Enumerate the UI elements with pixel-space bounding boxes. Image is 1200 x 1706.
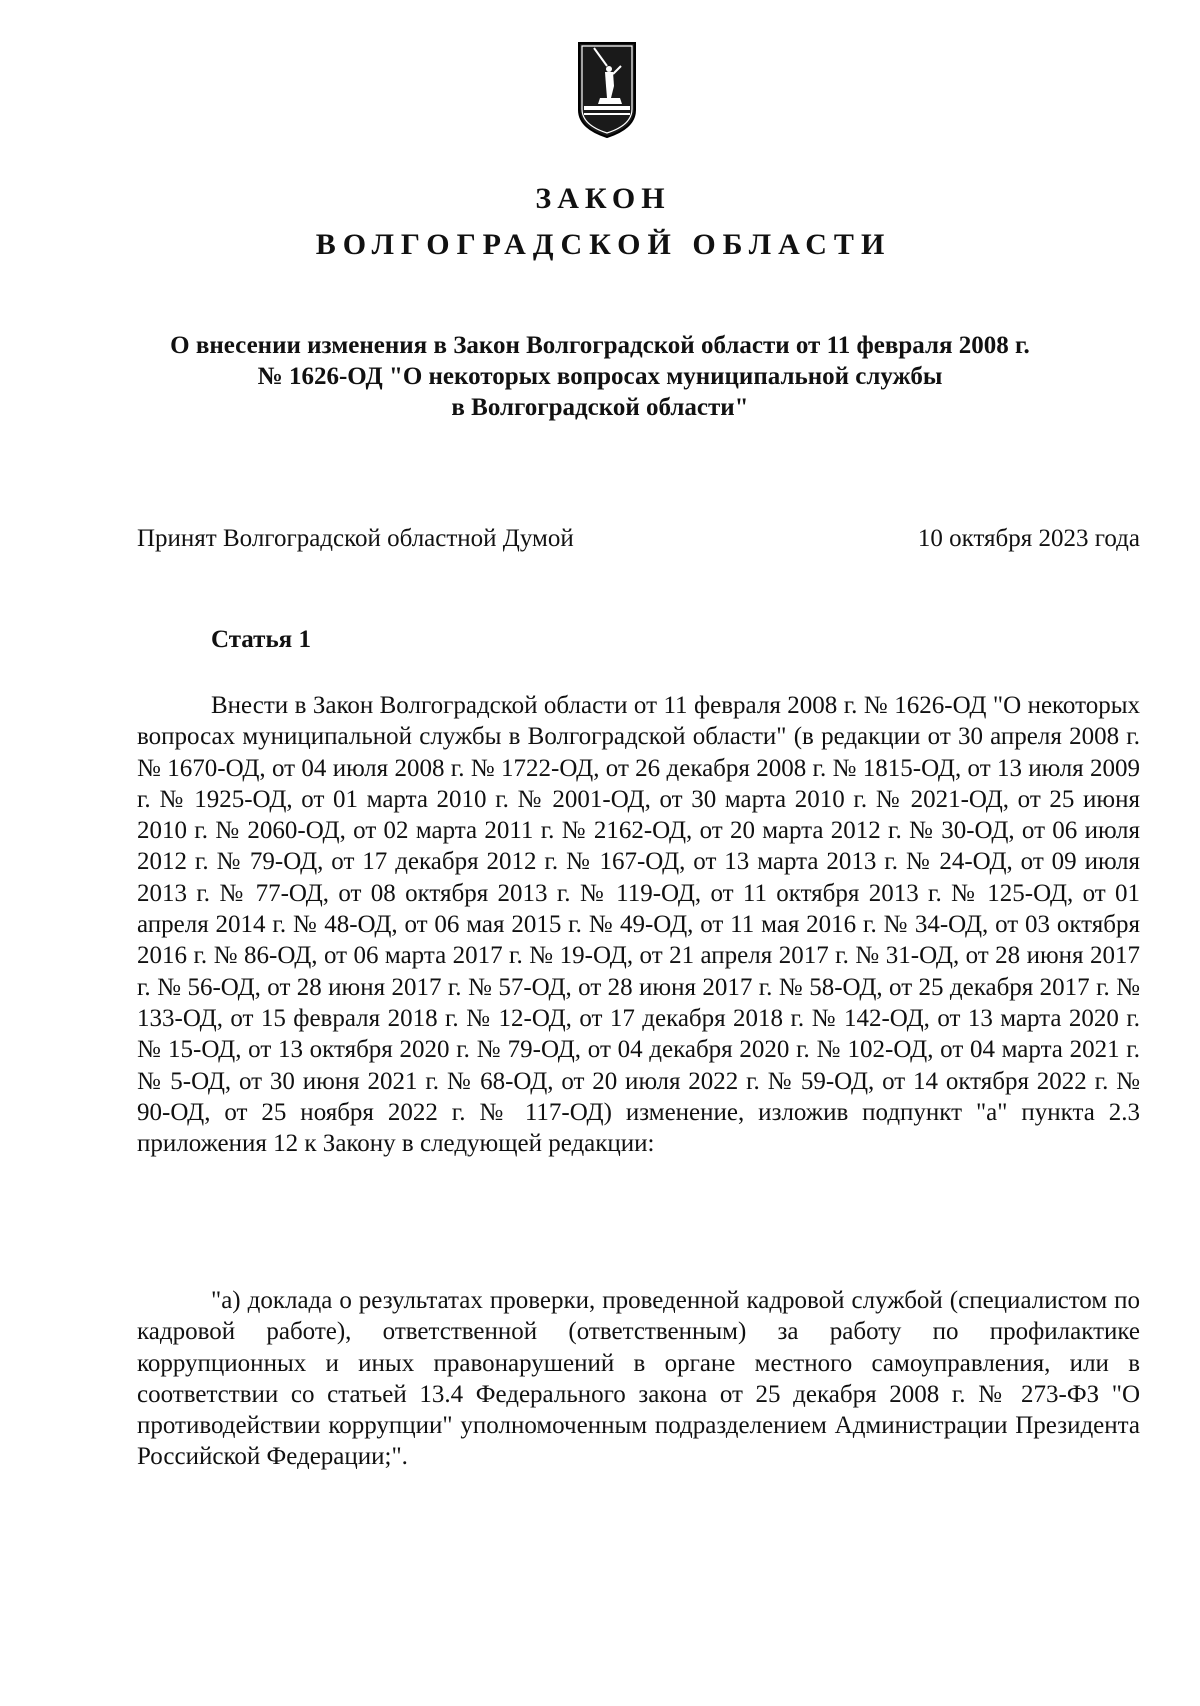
article-paragraph-2: "а) доклада о результатах проверки, проведенной кадровой службой (специалистом по кадровой работе), ответственной (ответственным) за работу по профилактике коррупционных и иных правонарушений в органе местного самоуправления, или в соответствии со статьей 13.4 Федерального закона от 25 декабря 2008 г. № 273-ФЗ "О противодействии коррупции" уполномоченным подразделением Администрации Президента Российской Федерации;". <box>137 1287 1140 1471</box>
article-paragraph-1: Внести в Закон Волгоградской области от 11 февраля 2008 г. № 1626-ОД "О некоторых вопросах муниципальной службы в Волгоградской области" (в редакции от 30 апреля 2008 г. № 1670-ОД, от 04 июля 2008 г. № 1722-ОД, от 26 декабря 2008 г. № 1815-ОД, от 13 июля 2009 г. № 1925-ОД, от 01 марта 2010 г. № 2001-ОД, от 30 марта 2010 г. № 2021-ОД, от 25 июня 2010 г. № 2060-ОД, от 02 марта 2011 г. № 2162-ОД, от 20 марта 2012 г. № 30-ОД, от 06 июля 2012 г. № 79-ОД, от 17 декабря 2012 г. № 167-ОД, от 13 марта 2013 г. № 24-ОД, от 09 июля 2013 г. № 77-ОД, от 08 октября 2013 г. № 119-ОД, от 11 октября 2013 г. № 125-ОД, от 01 апреля 2014 г. № 48-ОД, от 06 мая 2015 г. № 49-ОД, от 11 мая 2016 г. № 34-ОД, от 03 октября 2016 г. № 86-ОД, от 06 марта 2017 г. № 19-ОД, от 21 апреля 2017 г. № 31-ОД, от 28 июня 2017 г. № 56-ОД, от 28 июня 2017 г. № 57-ОД, от 28 июня 2017 г. № 58-ОД, от 25 декабря 2017 г. № 133-ОД, от 15 февраля 2018 г. № 12-ОД, от 17 декабря 2018 г. № 142-ОД, от 13 марта 2020 г. № 15-ОД, от 13 октября 2020 г. № 79-ОД, от 04 декабря 2020 г. № 102-ОД, от 04 марта 2021 г. № 5-ОД, от 30 июня 2021 г. № 68-ОД, от 20 июля 2022 г. № 59-ОД, от 14 октября 2022 г. № 90-ОД, от 25 ноября 2022 г. № 117-ОД) изменение, изложив подпункт "а" пункта 2.3 приложения 12 к Закону в следующей редакции: <box>137 692 1140 1158</box>
coat-of-arms-emblem <box>576 40 638 140</box>
adopted-by: Принят Волгоградской областной Думой <box>137 525 574 552</box>
law-subject <box>120 330 1080 423</box>
region-title: ВОЛГОГРАДСКОЙ ОБЛАСТИ <box>315 228 892 261</box>
subject-line-3: в Волгоградской области" <box>451 394 749 421</box>
adoption-date: 10 октября 2023 года <box>917 525 1140 552</box>
subject-line-1: О внесении изменения в Закон Волгоградской области от 11 февраля 2008 г. <box>170 332 1030 359</box>
law-title: ЗАКОН <box>535 182 671 215</box>
subject-line-2: № 1626-ОД "О некоторых вопросах муниципальной службы <box>257 363 943 390</box>
article-heading: Статья 1 <box>211 626 311 653</box>
